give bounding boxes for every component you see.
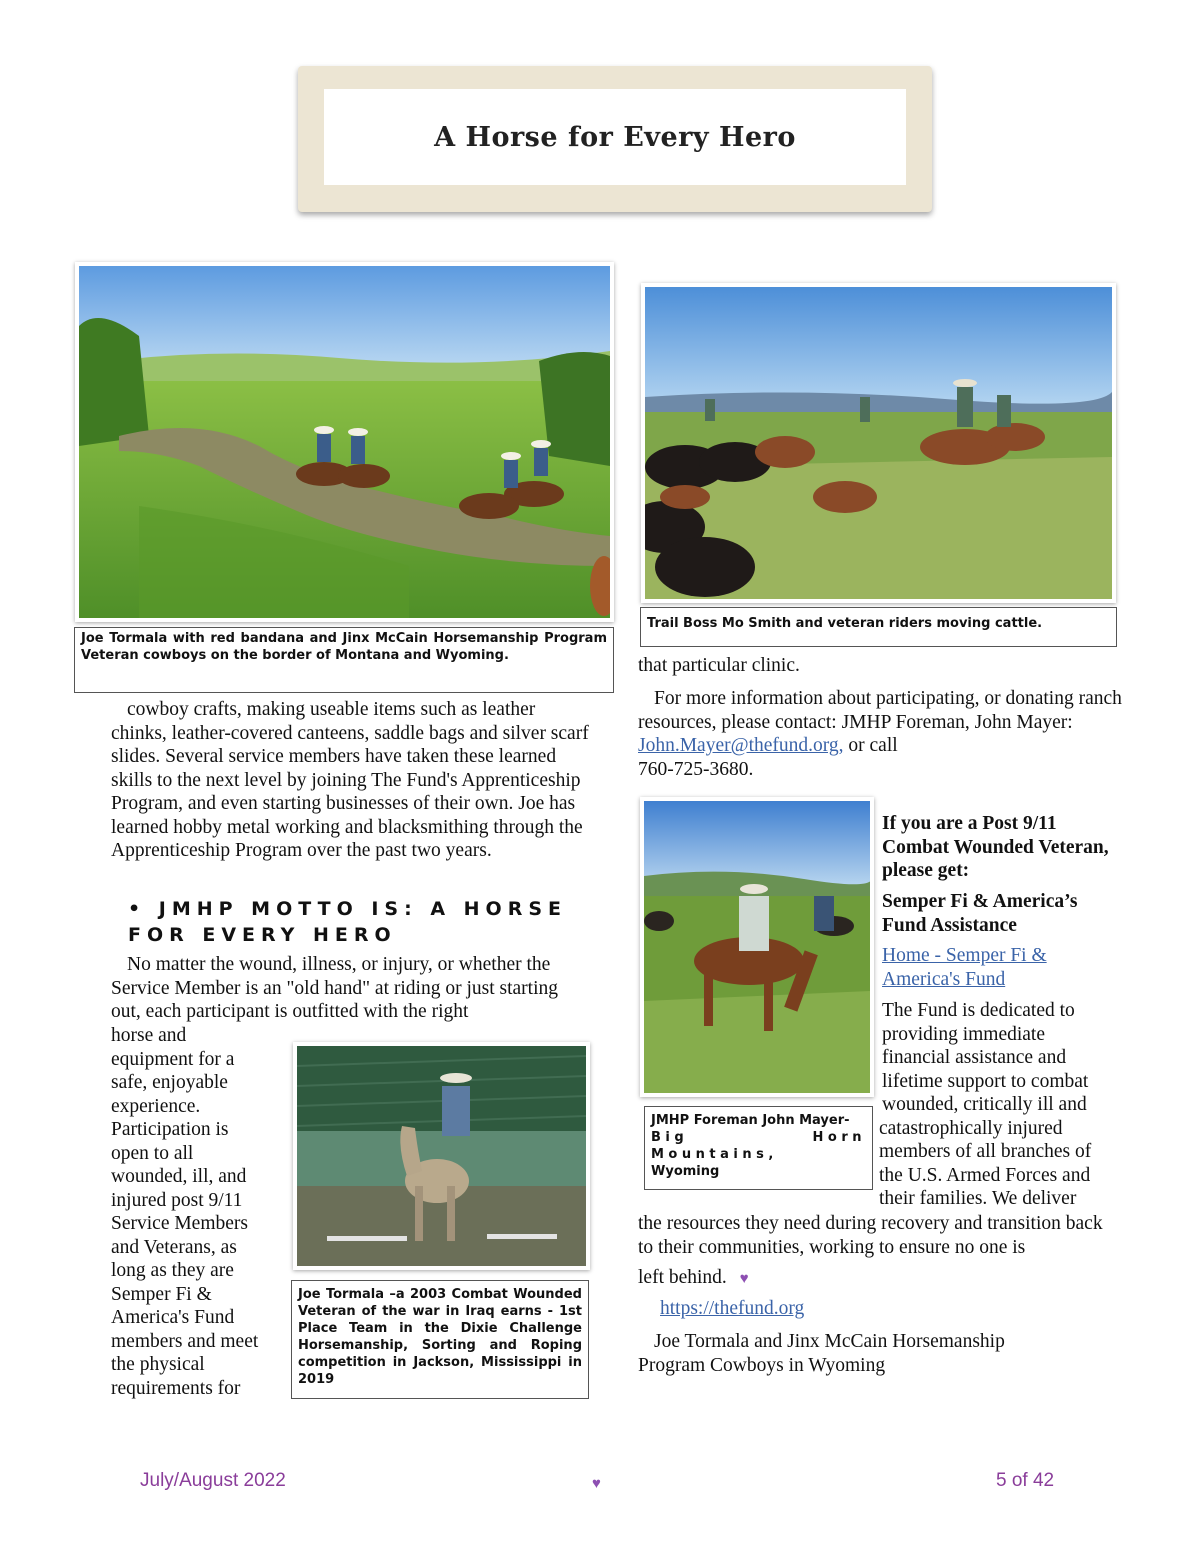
title-banner-inner bbox=[324, 89, 906, 185]
contact-text: For more information about participating, or donating ranch resources, please contact: JMHP Foreman, John Mayer: bbox=[638, 688, 1122, 733]
participation-line: members and meet bbox=[111, 1330, 259, 1352]
participation-line: safe, enjoyable bbox=[111, 1072, 228, 1093]
home-semper-fi-link[interactable]: Home - Semper Fi & America's Fund bbox=[882, 945, 1047, 990]
participation-line: experience. bbox=[111, 1095, 201, 1117]
participation-line: the physical bbox=[111, 1354, 205, 1375]
fund-line: providing immediate bbox=[882, 1023, 1046, 1045]
foreman-caption-line-1: JMHP Foreman John Mayer- bbox=[651, 1113, 850, 1128]
motto-heading-line-2: FOR EVERY HERO bbox=[128, 924, 397, 946]
fund-line: lifetime support to combat bbox=[882, 1070, 1089, 1092]
participation-paragraph-top-text: No matter the wound, illness, or injury, or whether the Service Member is an "old hand" at riding or just starting out, each participant is outfitted with the right bbox=[111, 954, 558, 1022]
creek-caption-text: Joe Tormala with red bandana and Jinx McCain Horsemanship Program Veteran cowboys on the border of Montana and Wyoming. bbox=[81, 631, 607, 663]
fund-paragraph-full-text: the resources they need during recovery and transition back to their communities, working to ensure no one is bbox=[638, 1213, 1103, 1258]
foreman-photo bbox=[640, 797, 874, 1097]
fund-paragraph-narrow bbox=[879, 999, 1124, 1211]
participation-paragraph-narrow bbox=[111, 1024, 291, 1400]
thefund-site-link[interactable]: https://thefund.org bbox=[660, 1298, 805, 1319]
motto-heading bbox=[128, 896, 598, 948]
fund-line: catastrophically injured bbox=[879, 1117, 1063, 1139]
creek-photo-image bbox=[79, 266, 610, 618]
left-behind-line bbox=[638, 1266, 938, 1292]
foreman-caption-line-3: Wyoming bbox=[651, 1164, 720, 1179]
clinic-line-text: that particular clinic. bbox=[638, 655, 800, 676]
participation-line: long as they are bbox=[111, 1260, 234, 1281]
participation-line: Semper Fi & bbox=[111, 1283, 212, 1305]
site-link-block bbox=[660, 1297, 960, 1321]
participation-line: America's Fund bbox=[111, 1307, 235, 1328]
fund-line: members of all branches of bbox=[879, 1141, 1092, 1162]
participation-line: and Veterans, as bbox=[111, 1236, 237, 1258]
home-link-block bbox=[882, 944, 1092, 991]
arena-caption-text: Joe Tormala –a 2003 Combat Wounded Veteran of the war in Iraq earns - 1st Place Team in the Dixie Challenge Horsemanship, Sorting and Roping competition in Jackson, Mississippi in 2019 bbox=[298, 1287, 582, 1387]
creek-photo-caption bbox=[74, 627, 614, 693]
closing-paragraph bbox=[638, 1330, 1058, 1377]
left-behind-text: left behind. bbox=[638, 1267, 727, 1288]
heart-icon: ♥ bbox=[739, 1271, 749, 1287]
email-link[interactable]: John.Mayer@thefund.org, bbox=[638, 735, 844, 756]
participation-line: requirements for bbox=[111, 1377, 241, 1399]
fund-line: the U.S. Armed Forces and bbox=[879, 1164, 1091, 1186]
semper-fi-heading bbox=[882, 890, 1122, 937]
foreman-photo-image bbox=[644, 801, 870, 1093]
contact-call-text: or call bbox=[843, 735, 898, 756]
cattle-photo-caption bbox=[640, 607, 1117, 647]
creek-riders-photo bbox=[75, 262, 614, 622]
participation-line: wounded, ill, and bbox=[111, 1166, 247, 1187]
closing-text: Joe Tormala and Jinx McCain Horsemanship Program Cowboys in Wyoming bbox=[638, 1331, 1005, 1376]
participation-paragraph-top bbox=[111, 953, 591, 1024]
cattle-riders-photo bbox=[641, 283, 1116, 603]
foreman-photo-caption bbox=[644, 1106, 873, 1190]
post911-heading bbox=[882, 812, 1122, 883]
arena-photo bbox=[293, 1042, 590, 1270]
clinic-line bbox=[638, 654, 1118, 678]
participation-line: open to all bbox=[111, 1142, 194, 1164]
semper-fi-heading-text: Semper Fi & America’s Fund Assistance bbox=[882, 891, 1078, 936]
page-title: A Horse for Every Hero bbox=[434, 121, 796, 153]
cattle-caption-text: Trail Boss Mo Smith and veteran riders moving cattle. bbox=[647, 616, 1043, 631]
participation-line: equipment for a bbox=[111, 1048, 235, 1070]
arena-photo-caption bbox=[291, 1280, 589, 1399]
fund-paragraph-full bbox=[638, 1212, 1118, 1259]
footer-heart-icon: ♥ bbox=[592, 1476, 601, 1492]
participation-line: injured post 9/11 bbox=[111, 1189, 243, 1211]
cattle-photo-image bbox=[645, 287, 1112, 599]
participation-line: Service Members bbox=[111, 1213, 248, 1234]
participation-line: Participation is bbox=[111, 1119, 229, 1140]
fund-line: financial assistance and bbox=[882, 1047, 1067, 1068]
footer-date: July/August 2022 bbox=[140, 1470, 286, 1491]
fund-line: wounded, critically ill and bbox=[882, 1094, 1087, 1115]
crafts-paragraph-text: cowboy crafts, making useable items such as leather chinks, leather-covered canteens, saddle bags and silver scarf slides. Several service members have taken these learned skills to the next level by joining The Fund's Apprenticeship Program, and even starting businesses of their own. Joe has learned hobby metal working and blacksmithing through the Apprenticeship Program over the past two years. bbox=[111, 699, 589, 861]
motto-heading-line-1: • JMHP MOTTO IS: A HORSE bbox=[128, 898, 567, 920]
footer-page-number: 5 of 42 bbox=[996, 1470, 1055, 1491]
fund-line: The Fund is dedicated to bbox=[882, 1000, 1075, 1021]
participation-line: horse and bbox=[111, 1025, 187, 1046]
phone-number: 760-725-3680. bbox=[638, 758, 754, 780]
title-banner bbox=[298, 66, 932, 212]
contact-paragraph bbox=[638, 687, 1128, 781]
crafts-paragraph bbox=[111, 698, 591, 863]
arena-photo-image bbox=[297, 1046, 586, 1266]
post911-heading-text: If you are a Post 9/11 Combat Wounded Veteran, please get: bbox=[882, 813, 1109, 881]
fund-line: their families. We deliver bbox=[879, 1188, 1077, 1209]
foreman-caption-line-2: Big Horn Mountains, bbox=[651, 1130, 866, 1162]
